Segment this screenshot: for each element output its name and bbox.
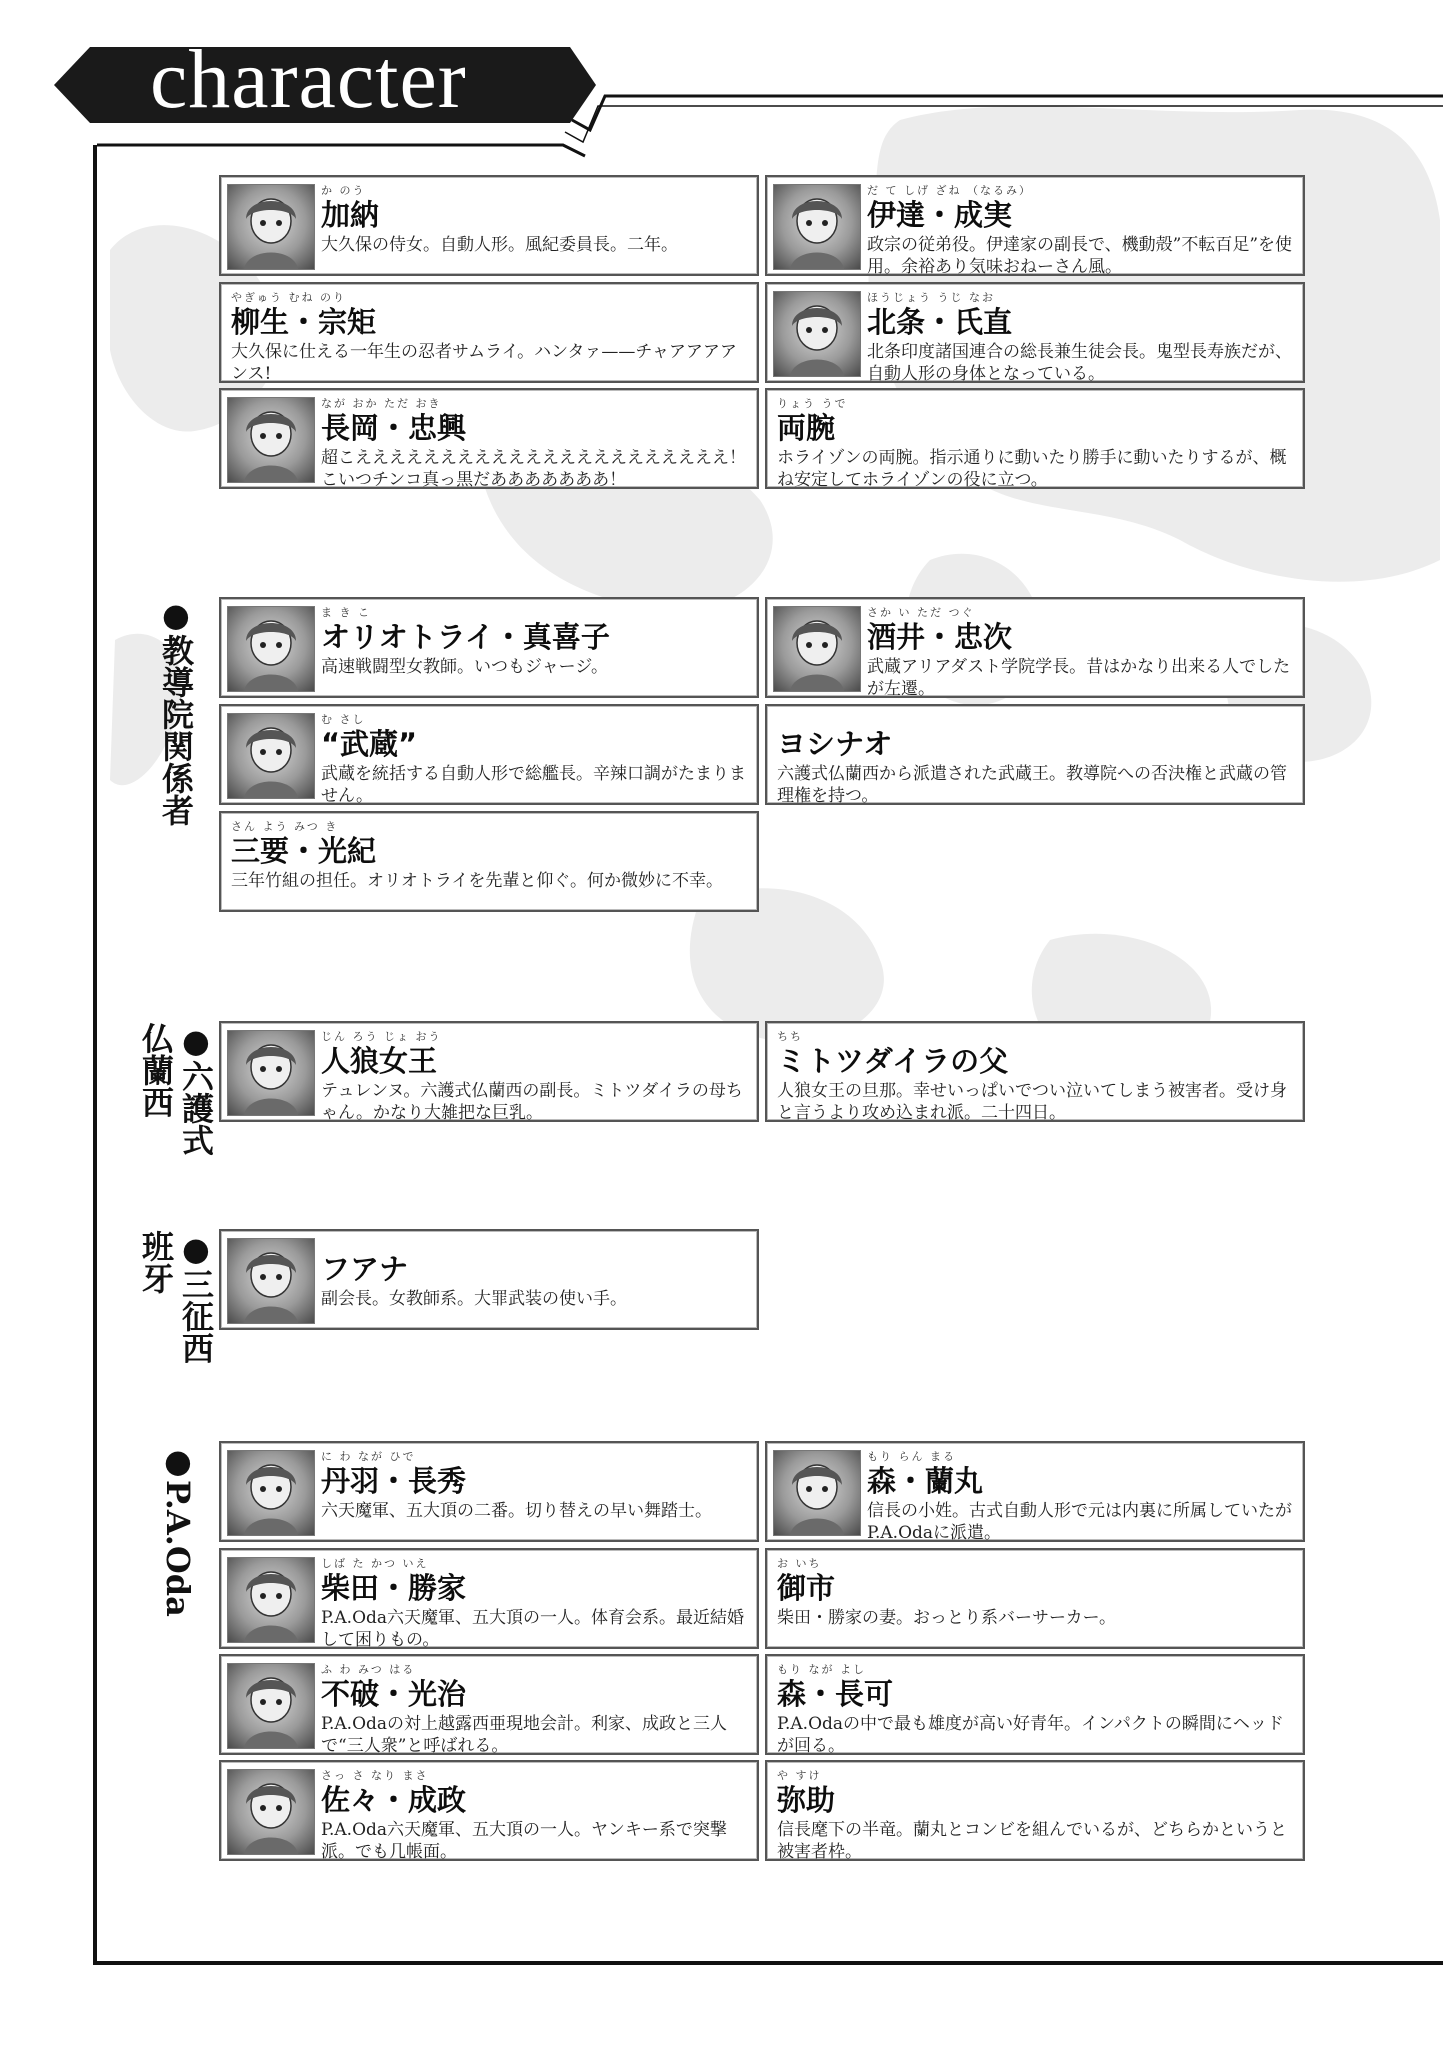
character-card	[219, 704, 759, 805]
character-card	[765, 388, 1305, 489]
name-reading: か のう	[321, 184, 366, 197]
character-name: 伊達・成実	[867, 198, 1013, 232]
name-reading: や すけ	[777, 1769, 822, 1782]
character-name: 弥助	[777, 1783, 836, 1817]
character-card	[765, 597, 1305, 698]
bullet-icon: ●	[177, 1230, 215, 1268]
portrait-icon	[227, 184, 315, 270]
character-name: ミトツダイラの父	[777, 1044, 1009, 1078]
name-reading: なが おか ただ おき	[321, 397, 442, 410]
character-card	[219, 1441, 759, 1542]
character-card	[765, 282, 1305, 383]
name-reading: ちち	[777, 1030, 803, 1043]
character-card	[765, 1654, 1305, 1755]
section-label-sansei-spain: ●三征西班牙	[137, 1230, 215, 1364]
bullet-icon: ●	[159, 1442, 197, 1480]
character-name: 長岡・忠興	[321, 411, 467, 445]
name-reading: さか い ただ つぐ	[867, 606, 975, 619]
character-card	[219, 597, 759, 698]
portrait-icon	[227, 1769, 315, 1855]
character-description: 大久保の侍女。自動人形。風紀委員長。二年。	[321, 235, 678, 255]
character-description: 柴田・勝家の妻。おっとり系バーサーカー。	[777, 1608, 1116, 1628]
character-card	[765, 1021, 1305, 1122]
character-description: テュレンヌ。六護式仏蘭西の副長。ミトツダイラの母ちゃん。かなり大雑把な巨乳。	[321, 1081, 743, 1123]
character-description: 超こええええええええええええええええええええええ！ こいつチンコ真っ黒だあああああああ！	[321, 448, 746, 490]
name-reading: りょう うで	[777, 397, 848, 410]
character-name: 両腕	[777, 411, 836, 445]
portrait-icon	[773, 291, 861, 377]
page-title: character	[150, 33, 467, 126]
character-description: 北条印度諸国連合の総長兼生徒会長。鬼型長寿族だが、自動人形の身体となっている。	[867, 342, 1292, 384]
character-name: 丹羽・長秀	[321, 1464, 467, 1498]
character-card	[219, 388, 759, 489]
name-reading	[321, 1237, 751, 1252]
portrait-icon	[227, 1663, 315, 1749]
character-card	[219, 1229, 759, 1330]
name-reading: じん ろう じょ おう	[321, 1030, 442, 1043]
character-description: P.A.Odaの中で最も雄度が高い好青年。インパクトの瞬間にヘッドが回る。	[777, 1714, 1284, 1756]
character-description: 人狼女王の旦那。幸せいっぱいでつい泣いてしまう被害者。受け身と言うより攻め込まれ派。二十四日。	[777, 1081, 1287, 1123]
portrait-icon	[773, 606, 861, 692]
character-name: 佐々・成政	[321, 1783, 467, 1817]
name-reading: やぎゅう むね のり	[231, 291, 346, 304]
character-description: 信長麾下の半竜。蘭丸とコンビを組んでいるが、どちらかというと被害者枠。	[777, 1820, 1287, 1862]
character-card	[219, 1021, 759, 1122]
character-card	[219, 1548, 759, 1649]
portrait-icon	[227, 1030, 315, 1116]
character-name: 柳生・宗矩	[231, 305, 377, 339]
character-name: 森・蘭丸	[867, 1464, 984, 1498]
section-label-rokugoshiki-france: ●六護式仏蘭西	[137, 1022, 215, 1156]
character-description: P.A.Oda六天魔軍、五大頂の一人。体育会系。最近結婚して困りもの。	[321, 1608, 745, 1650]
character-name: 人狼女王	[321, 1044, 438, 1078]
character-description: 大久保に仕える一年生の忍者サムライ。ハンタァ——チャアアアアンス!	[231, 342, 737, 384]
character-description: 信長の小姓。古式自動人形で元は内裏に所属していたがP.A.Odaに派遣。	[867, 1501, 1292, 1543]
character-description: P.A.Odaの対上越露西亜現地会計。利家、成政と三人で“三人衆”と呼ばれる。	[321, 1714, 728, 1756]
character-card	[219, 282, 759, 383]
character-description: 政宗の従弟役。伊達家の副長で、機動殻”不転百足”を使用。余裕あり気味おねーさん風。	[867, 235, 1293, 277]
portrait-icon	[227, 1238, 315, 1324]
portrait-icon	[227, 606, 315, 692]
name-reading: もり なが よし	[777, 1663, 866, 1676]
character-description: 六護式仏蘭西から派遣された武蔵王。教導院への否決権と武蔵の管理権を持つ。	[777, 764, 1287, 806]
character-name: 北条・氏直	[867, 305, 1013, 339]
bullet-icon: ●	[157, 596, 195, 634]
name-reading: もり らん まる	[867, 1450, 956, 1463]
character-card	[219, 811, 759, 912]
character-name: “武蔵”	[321, 727, 418, 761]
portrait-icon	[227, 713, 315, 799]
character-description: 武蔵を統括する自動人形で総艦長。辛辣口調がたまりません。	[321, 764, 746, 806]
character-name: オリオトライ・真喜子	[321, 620, 610, 654]
portrait-icon	[227, 1557, 315, 1643]
character-description: 六天魔軍、五大頂の二番。切り替えの早い舞踏士。	[321, 1501, 712, 1521]
character-name: 御市	[777, 1571, 836, 1605]
character-description: 武蔵アリアダスト学院学長。昔はかなり出来る人でしたが左遷。	[867, 657, 1291, 699]
portrait-icon	[227, 1450, 315, 1536]
section-label-pa-oda: ●P.A.Oda	[159, 1442, 197, 1617]
name-reading: ふ わ みつ はる	[321, 1663, 416, 1676]
name-reading: だ て しげ ざね （なるみ）	[867, 184, 1032, 197]
character-name: 不破・光治	[321, 1677, 467, 1711]
character-card	[219, 1654, 759, 1755]
name-reading	[777, 712, 1297, 727]
character-name: フアナ	[321, 1252, 409, 1286]
bullet-icon: ●	[177, 1022, 215, 1060]
character-card	[219, 1760, 759, 1861]
name-reading: ほうじょう うじ なお	[867, 291, 995, 304]
character-description: 副会長。女教師系。大罪武装の使い手。	[321, 1289, 627, 1309]
character-description: ホライゾンの両腕。指示通りに動いたり勝手に動いたりするが、概ね安定してホライゾンの役に立つ。	[777, 448, 1287, 490]
portrait-icon	[227, 397, 315, 483]
character-card	[219, 175, 759, 276]
character-card	[765, 1441, 1305, 1542]
name-reading: お いち	[777, 1557, 822, 1570]
name-reading: む さし	[321, 713, 366, 726]
name-reading: ま き こ	[321, 606, 371, 619]
character-card	[765, 1760, 1305, 1861]
section-label-kyodoin: ●教導院関係者	[157, 596, 195, 826]
character-card	[765, 704, 1305, 805]
name-reading: に わ なが ひで	[321, 1450, 416, 1463]
portrait-icon	[773, 184, 861, 270]
character-name: 加納	[321, 198, 380, 232]
character-description: 三年竹組の担任。オリオトライを先輩と仰ぐ。何か微妙に不幸。	[231, 871, 723, 891]
character-card	[765, 1548, 1305, 1649]
character-name: 柴田・勝家	[321, 1571, 467, 1605]
name-reading: さっ さ なり まさ	[321, 1769, 429, 1782]
name-reading: しば た かつ いえ	[321, 1557, 429, 1570]
character-card	[765, 175, 1305, 276]
character-description: 高速戦闘型女教師。いつもジャージ。	[321, 657, 608, 677]
character-description: P.A.Oda六天魔軍、五大頂の一人。ヤンキー系で突撃派。でも几帳面。	[321, 1820, 727, 1862]
character-name: 酒井・忠次	[867, 620, 1013, 654]
name-reading: さん よう みつ き	[231, 820, 339, 833]
portrait-icon	[773, 1450, 861, 1536]
character-name: 三要・光紀	[231, 834, 377, 868]
character-name: ヨシナオ	[777, 727, 893, 761]
character-name: 森・長可	[777, 1677, 894, 1711]
